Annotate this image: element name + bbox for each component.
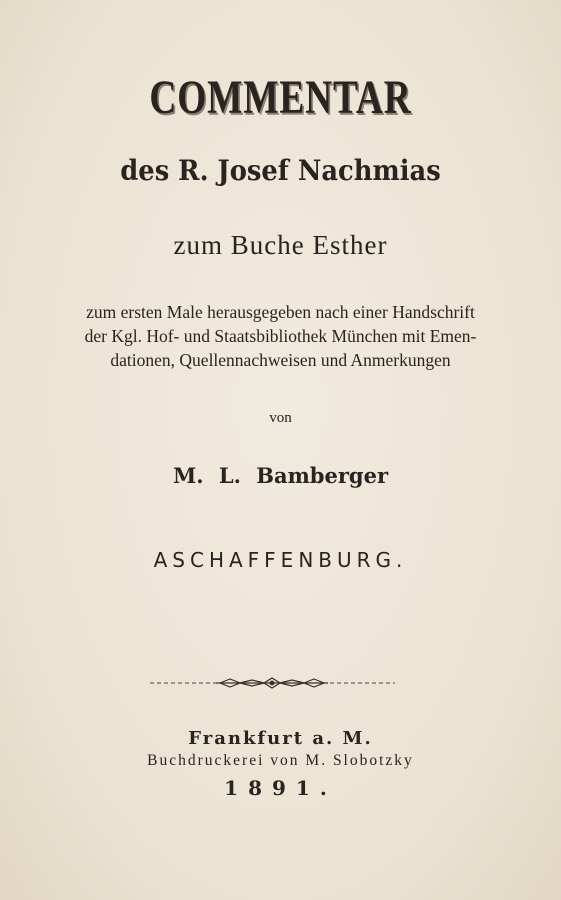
- place-name: ASCHAFFENBURG.: [153, 548, 408, 572]
- imprint-city: Frankfurt a. M.: [188, 728, 373, 749]
- book-subtitle: des R. Josef Nachmias: [120, 154, 441, 187]
- description-line-1: zum ersten Male herausgegeben nach einer Handschrift: [86, 302, 475, 322]
- description-line-3: dationen, Quellennachweisen und Anmerkungen: [110, 350, 451, 370]
- book-topic: zum Buche Esther: [173, 230, 388, 260]
- by-label: von: [269, 410, 292, 426]
- description-block: [0, 300, 561, 372]
- imprint-printer: Buchdruckerei von M. Slobotzky: [147, 752, 414, 769]
- imprint-year: 1891.: [224, 776, 337, 800]
- book-title: COMMENTAR: [149, 71, 412, 124]
- author-name: M. L. Bamberger: [172, 463, 389, 488]
- description-line-2: der Kgl. Hof- und Staatsbibliothek München mit Emen-: [84, 326, 477, 346]
- ornament-divider-icon: [150, 676, 395, 690]
